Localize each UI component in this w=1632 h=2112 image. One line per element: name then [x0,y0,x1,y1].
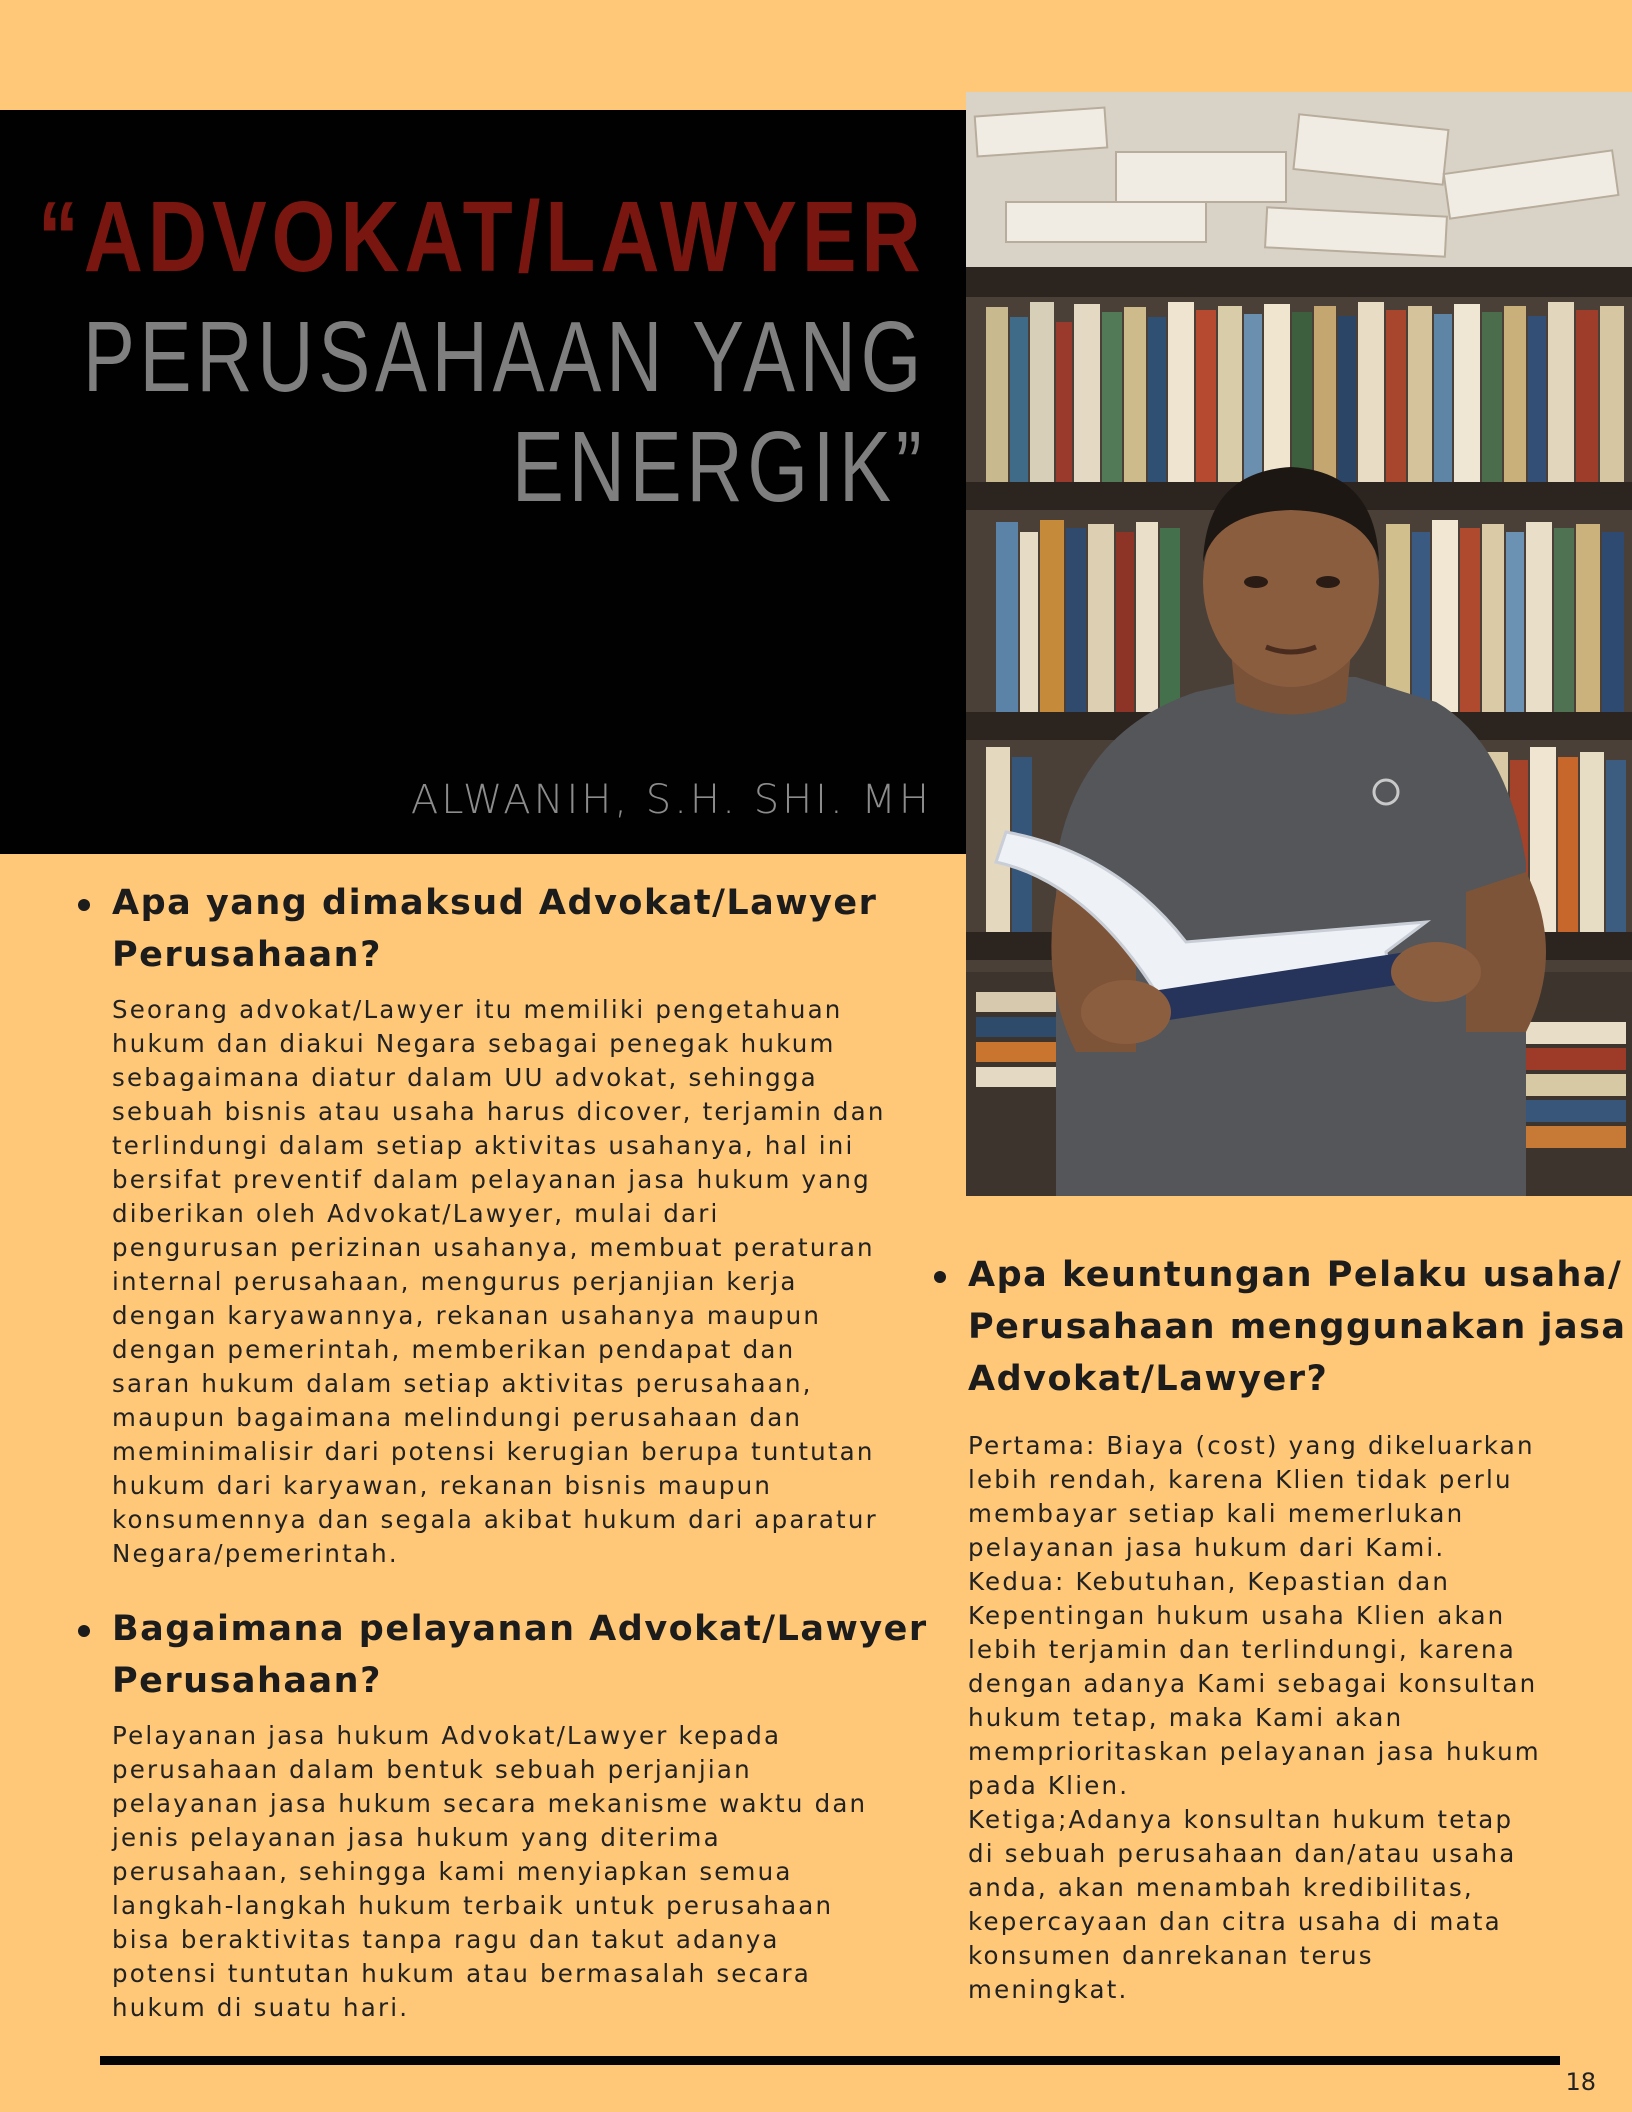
section-how-service [76,1603,936,2025]
author-name: ALWANIH, S.H. SHI. MH [410,777,932,823]
question-heading: Apa keuntungan Pelaku usaha/ Perusahaan menggunakan jasa Advokat/Lawyer? [932,1249,1632,1405]
question-heading: Apa yang dimaksud Advokat/Lawyer Perusahaan? [76,877,936,981]
answer-paragraph: Seorang advokat/Lawyer itu memiliki pengetahuan hukum dan diakui Negara sebagai penegak hukum sebagaimana diatur dalam UU advokat, sehingga sebuah bisnis atau usaha harus dicover, terjamin dan terlindungi dalam setiap aktivitas usahanya, hal ini bersifat preventif dalam pelayanan jasa hukum yang diberikan oleh Advokat/Lawyer, mulai dari pengurusan perizinan usahanya, membuat peraturan internal perusahaan, mengurus perjanjian kerja dengan karyawannya, rekanan usahanya maupun dengan pemerintah, memberikan pendapat dan saran hukum dalam setiap aktivitas perusahaan, maupun bagaimana melindungi perusahaan dan meminimalisir dari potensi kerugian berupa tuntutan hukum dari karyawan, rekanan bisnis maupun konsumennya dan segala akibat hukum dari aparatur Negara/pemerintah. [112,995,886,1568]
answer-paragraph: Pelayanan jasa hukum Advokat/Lawyer kepada perusahaan dalam bentuk sebuah perjanjian pelayanan jasa hukum secara mekanisme waktu dan jenis pelayanan jasa hukum yang diterima perusahaan, sehingga kami menyiapkan semua langkah-langkah hukum terbaik untuk perusahaan bisa beraktivitas tanpa ragu dan takut adanya potensi tuntutan hukum atau bermasalah secara hukum di suatu hari. [112,1721,868,2022]
title-line-2: PERUSAHAAN YANG [82,301,926,413]
bullet-icon [78,1625,90,1637]
answer-paragraph: Pertama: Biaya (cost) yang dikeluarkan lebih rendah, karena Klien tidak perlu membayar setiap kali memerlukan pelayanan jasa hukum dari Kami. Kedua: Kebutuhan, Kepastian dan Kepentingan hukum usaha Klien akan lebih terjamin dan terlindungi, karena dengan adanya Kami sebagai konsultan hukum tetap, maka Kami akan memprioritaskan pelayanan jasa hukum pada Klien. Ketiga;Adanya konsultan hukum tetap di sebuah perusahaan dan/atau usaha anda, akan menambah kredibilitas, kepercayaan dan citra usaha di mata konsumen danrekanan terus meningkat. [968,1431,1541,2004]
bullet-icon [78,899,90,911]
footer-rule [100,2056,1560,2065]
bullet-icon [934,1271,946,1283]
question-heading: Bagaimana pelayanan Advokat/Lawyer Perusahaan? [76,1603,936,1707]
section-benefits [932,1249,1632,2007]
title-block [0,110,966,854]
title-line-1: “ADVOKAT/LAWYER [38,181,926,293]
portrait-photo [966,92,1632,1196]
page-number: 18 [1565,2068,1596,2096]
section-what-is-lawyer [76,877,936,1571]
title-line-3: ENERGIK” [511,411,926,523]
